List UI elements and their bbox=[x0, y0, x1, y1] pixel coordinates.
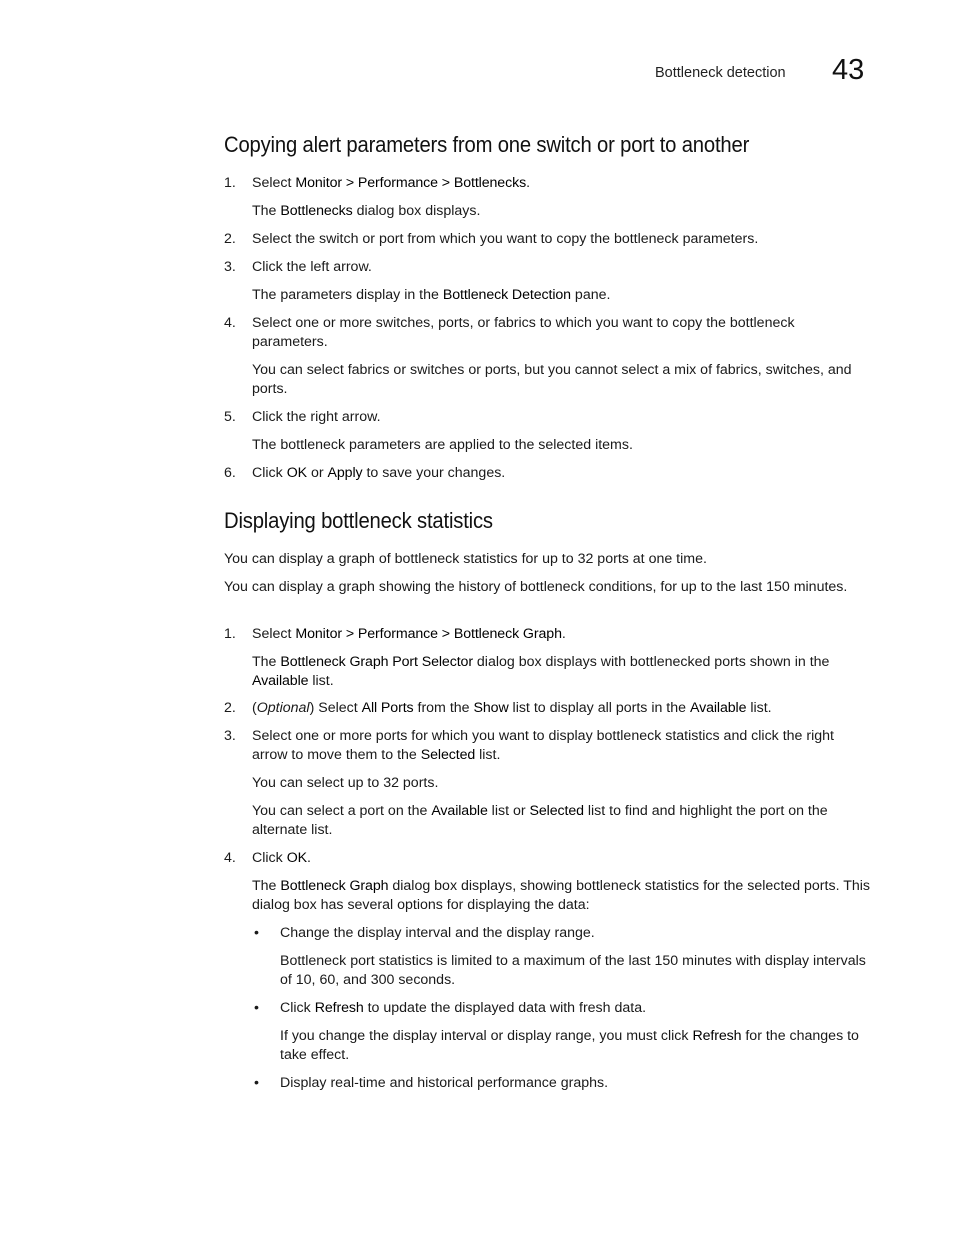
step-result: The parameters display in the Bottleneck Detection pane. bbox=[252, 287, 611, 303]
section-heading-displaying: Displaying bottleneck statistics bbox=[224, 508, 493, 533]
step-note: You can select a port on the Available list or Selected list to find and highlight the port on the alternate list. bbox=[252, 803, 828, 838]
chapter-number: 43 bbox=[832, 54, 865, 86]
step-result: The Bottlenecks dialog box displays. bbox=[252, 203, 481, 219]
menu-path: Monitor > Performance > Bottlenecks bbox=[295, 175, 527, 191]
paragraph: You can display a graph of bottleneck statistics for up to 32 ports at one time. bbox=[224, 551, 707, 567]
step-note: You can select fabrics or switches or ports, but you cannot select a mix of fabrics, switches, and ports. bbox=[252, 362, 852, 397]
step-note: You can select up to 32 ports. bbox=[252, 775, 439, 791]
bullet-note: If you change the display interval or display range, you must click Refresh for the changes to take effect. bbox=[280, 1028, 859, 1063]
bullet-icon: • bbox=[254, 925, 259, 941]
bullet-icon: • bbox=[254, 1000, 259, 1016]
step-result: The Bottleneck Graph Port Selector dialog box displays with bottlenecked ports shown in the Available list. bbox=[252, 654, 830, 689]
step-result: The bottleneck parameters are applied to the selected items. bbox=[252, 437, 633, 453]
step-number: 1. bbox=[224, 175, 236, 191]
running-header-section: Bottleneck detection bbox=[655, 65, 786, 81]
step-result: The Bottleneck Graph dialog box displays, showing bottleneck statistics for the selected ports. This dialog box has several options for displaying the data: bbox=[252, 878, 870, 913]
section-heading-copying: Copying alert parameters from one switch or port to another bbox=[224, 132, 750, 157]
bullet-icon: • bbox=[254, 1075, 259, 1091]
paragraph: You can display a graph showing the history of bottleneck conditions, for up to the last 150 minutes. bbox=[224, 579, 848, 595]
bullet-note: Bottleneck port statistics is limited to a maximum of the last 150 minutes with display intervals of 10, 60, and 300 seconds. bbox=[280, 953, 866, 988]
